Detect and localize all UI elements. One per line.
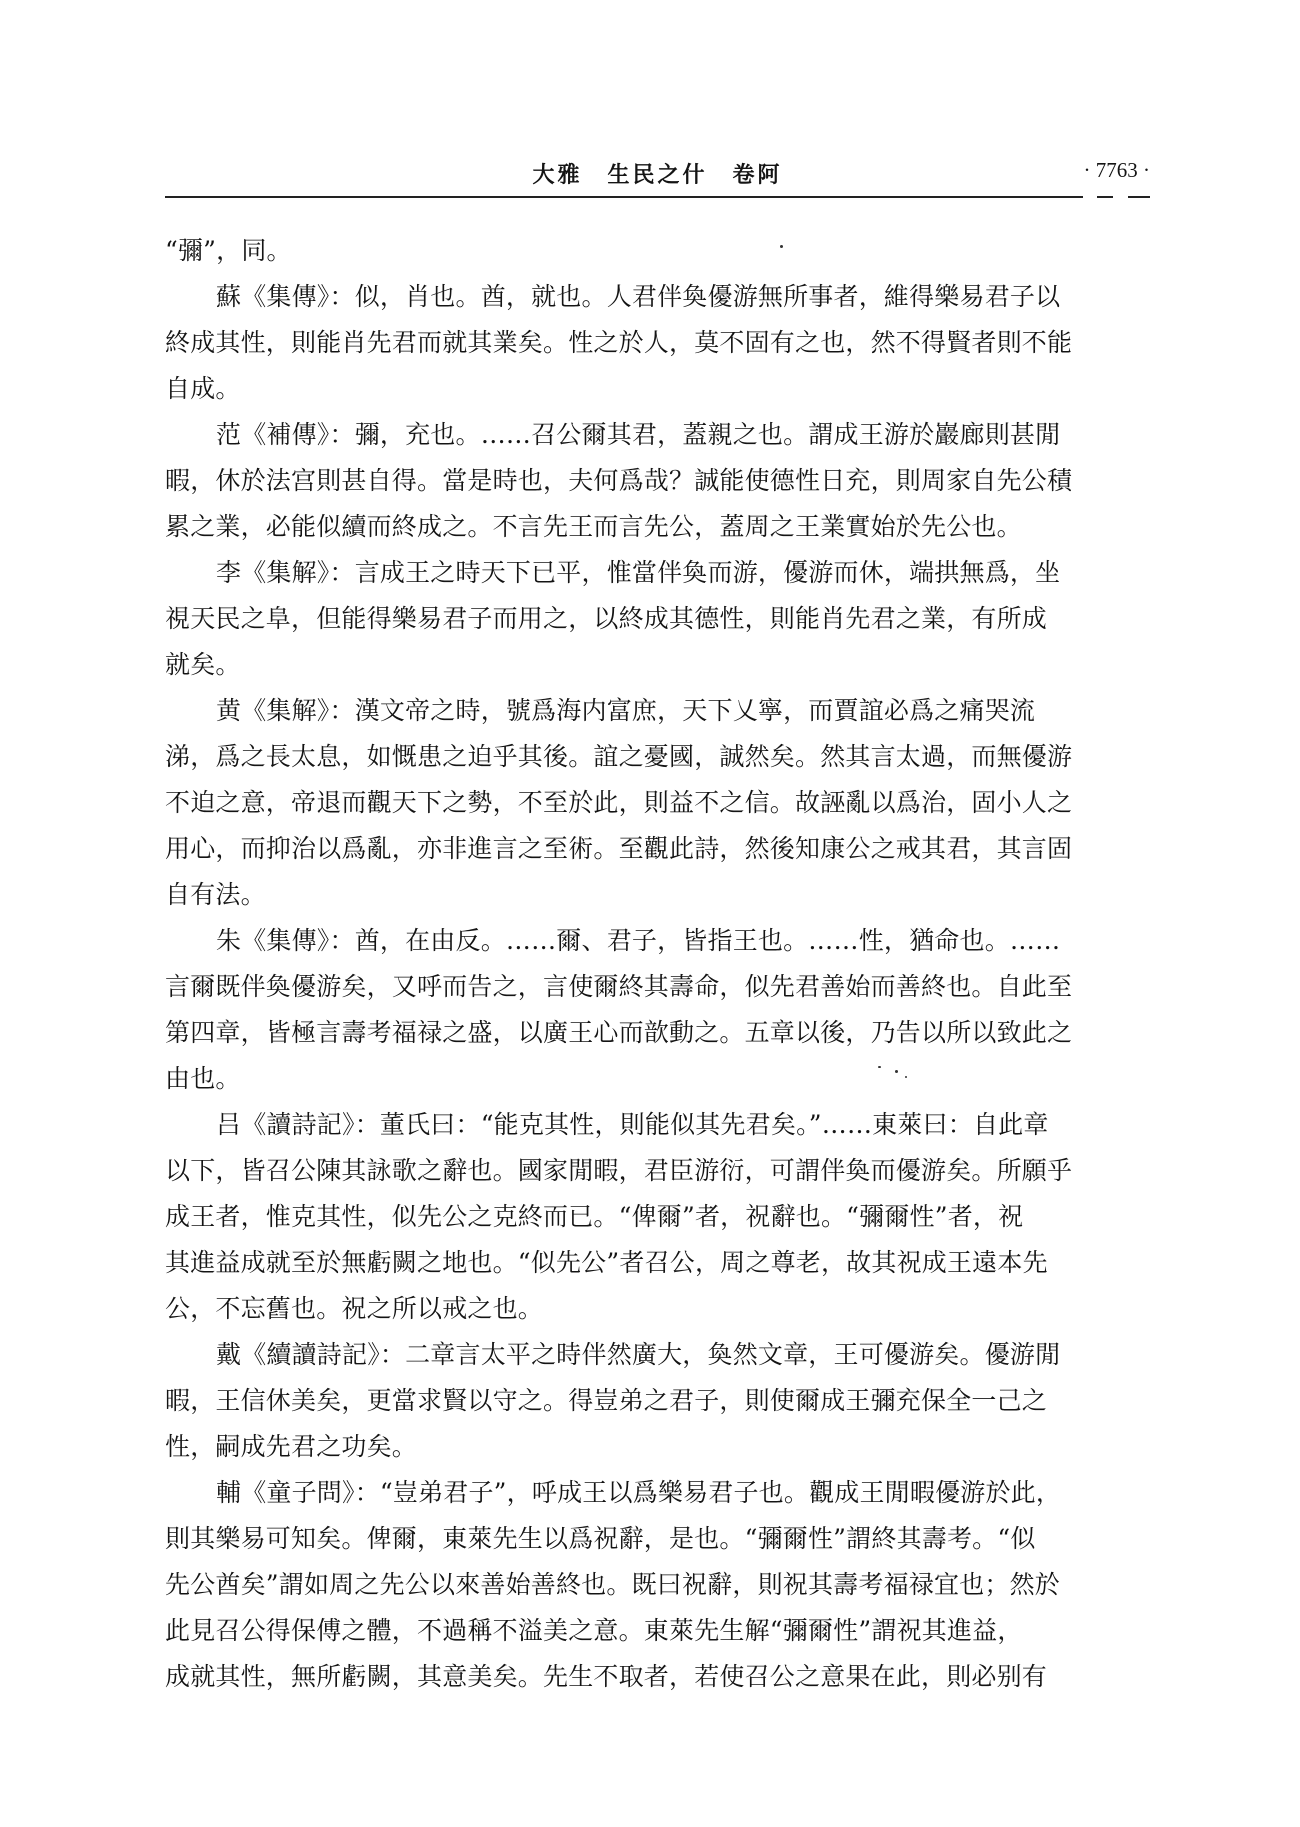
scan-speck [905,1076,907,1078]
text-line: 第四章，皆極言壽考福禄之盛，以廣王心而歆動之。五章以後，乃告以所以致此之 [165,1018,1073,1047]
header-rule [165,196,1083,198]
text-line: 此見召公得保傅之體，不過稱不溢美之意。東萊先生解“彌爾性”謂祝其進益， [165,1616,1023,1645]
text-line: 蘇《集傳》：似，肖也。酋，就也。人君伴奐優游無所事者，維得樂易君子以 [216,282,1061,311]
text-line: 視天民之阜，但能得樂易君子而用之，以終成其德性，則能肖先君之業，有所成 [165,604,1048,633]
text-line: 先公酋矣”謂如周之先公以來善始善終也。既曰祝辭，則祝其壽考福禄宜也；然於 [165,1570,1060,1599]
text-line: 以下，皆召公陳其詠歌之辭也。國家閒暇，君臣游衍，可謂伴奐而優游矣。所願乎 [165,1156,1073,1185]
text-line: 輔《童子問》：“豈弟君子”，呼成王以爲樂易君子也。觀成王閒暇優游於此， [216,1478,1062,1507]
text-line: 成王者，惟克其性，似先公之克終而已。“俾爾”者，祝辭也。“彌爾性”者，祝 [165,1202,1024,1231]
text-line: 就矣。 [165,650,241,679]
text-line: 涕，爲之長太息，如慨患之迫乎其後。誼之憂國，誠然矣。然其言太過，而無優游 [165,742,1073,771]
text-line: 公，不忘舊也。祝之所以戒之也。 [165,1294,544,1323]
running-head [165,158,1150,198]
text-line: 其進益成就至於無虧闕之地也。“似先公”者召公，周之尊老，故其祝成王遠本先 [165,1248,1048,1277]
text-line: 則其樂易可知矣。俾爾，東萊先生以爲祝辭，是也。“彌爾性”謂終其壽考。“似 [165,1524,1036,1553]
header-rule-dash [1128,196,1150,198]
text-line: 自有法。 [165,880,266,909]
text-line: 用心，而抑治以爲亂，亦非進言之至術。至觀此詩，然後知康公之戒其君，其言固 [165,834,1073,863]
text-line: 不迫之意，帝退而觀天下之勢，不至於此，則益不之信。故誣亂以爲治，固小人之 [165,788,1073,817]
text-line: 吕《讀詩記》：董氏曰：“能克其性，則能似其先君矣。”……東萊曰：自此章 [216,1110,1049,1139]
text-line: 范《補傳》：彌，充也。……召公爾其君，蓋親之也。謂成王游於巖廊則甚閒 [216,420,1061,449]
text-line: 戴《續讀詩記》：二章言太平之時伴然廣大，奐然文章，王可優游矣。優游閒 [216,1340,1061,1369]
text-line: “彌”，同。 [165,236,292,265]
text-line: 成就其性，無所虧闕，其意美矣。先生不取者，若使召公之意果在此，則必别有 [165,1662,1048,1691]
text-line: 暇，王信休美矣，更當求賢以守之。得豈弟之君子，則使爾成王彌充保全一己之 [165,1386,1048,1415]
text-line: 自成。 [165,374,241,403]
text-line: 性，嗣成先君之功矣。 [165,1432,418,1461]
text-line: 累之業，必能似續而終成之。不言先王而言先公，蓋周之王業實始於先公也。 [165,512,1022,541]
text-line: 黄《集解》：漢文帝之時，號爲海内富庶，天下乂寧，而賈誼必爲之痛哭流 [216,696,1036,725]
body-text [165,228,1150,1700]
text-line: 暇，休於法宫則甚自得。當是時也，夫何爲哉？誠能使德性日充，則周家自先公積 [165,466,1073,495]
scan-speck [780,245,783,248]
page-number: · 7763 · [1083,158,1150,182]
running-title: 大雅 生民之什 卷阿 [532,162,783,188]
text-line: 朱《集傳》：酋，在由反。……爾、君子，皆指王也。……性，猶命也。…… [216,926,1061,955]
scan-speck [878,1066,881,1068]
scan-speck [895,1070,898,1073]
text-line: 終成其性，則能肖先君而就其業矣。性之於人，莫不固有之也，然不得賢者則不能 [165,328,1073,357]
text-line: 由也。 [165,1064,241,1093]
header-rule-dash [1097,196,1113,198]
text-line: 李《集解》：言成王之時天下已平，惟當伴奐而游，優游而休，端拱無爲，坐 [216,558,1061,587]
text-line: 言爾既伴奐優游矣，又呼而告之，言使爾終其壽命，似先君善始而善終也。自此至 [165,972,1073,1001]
